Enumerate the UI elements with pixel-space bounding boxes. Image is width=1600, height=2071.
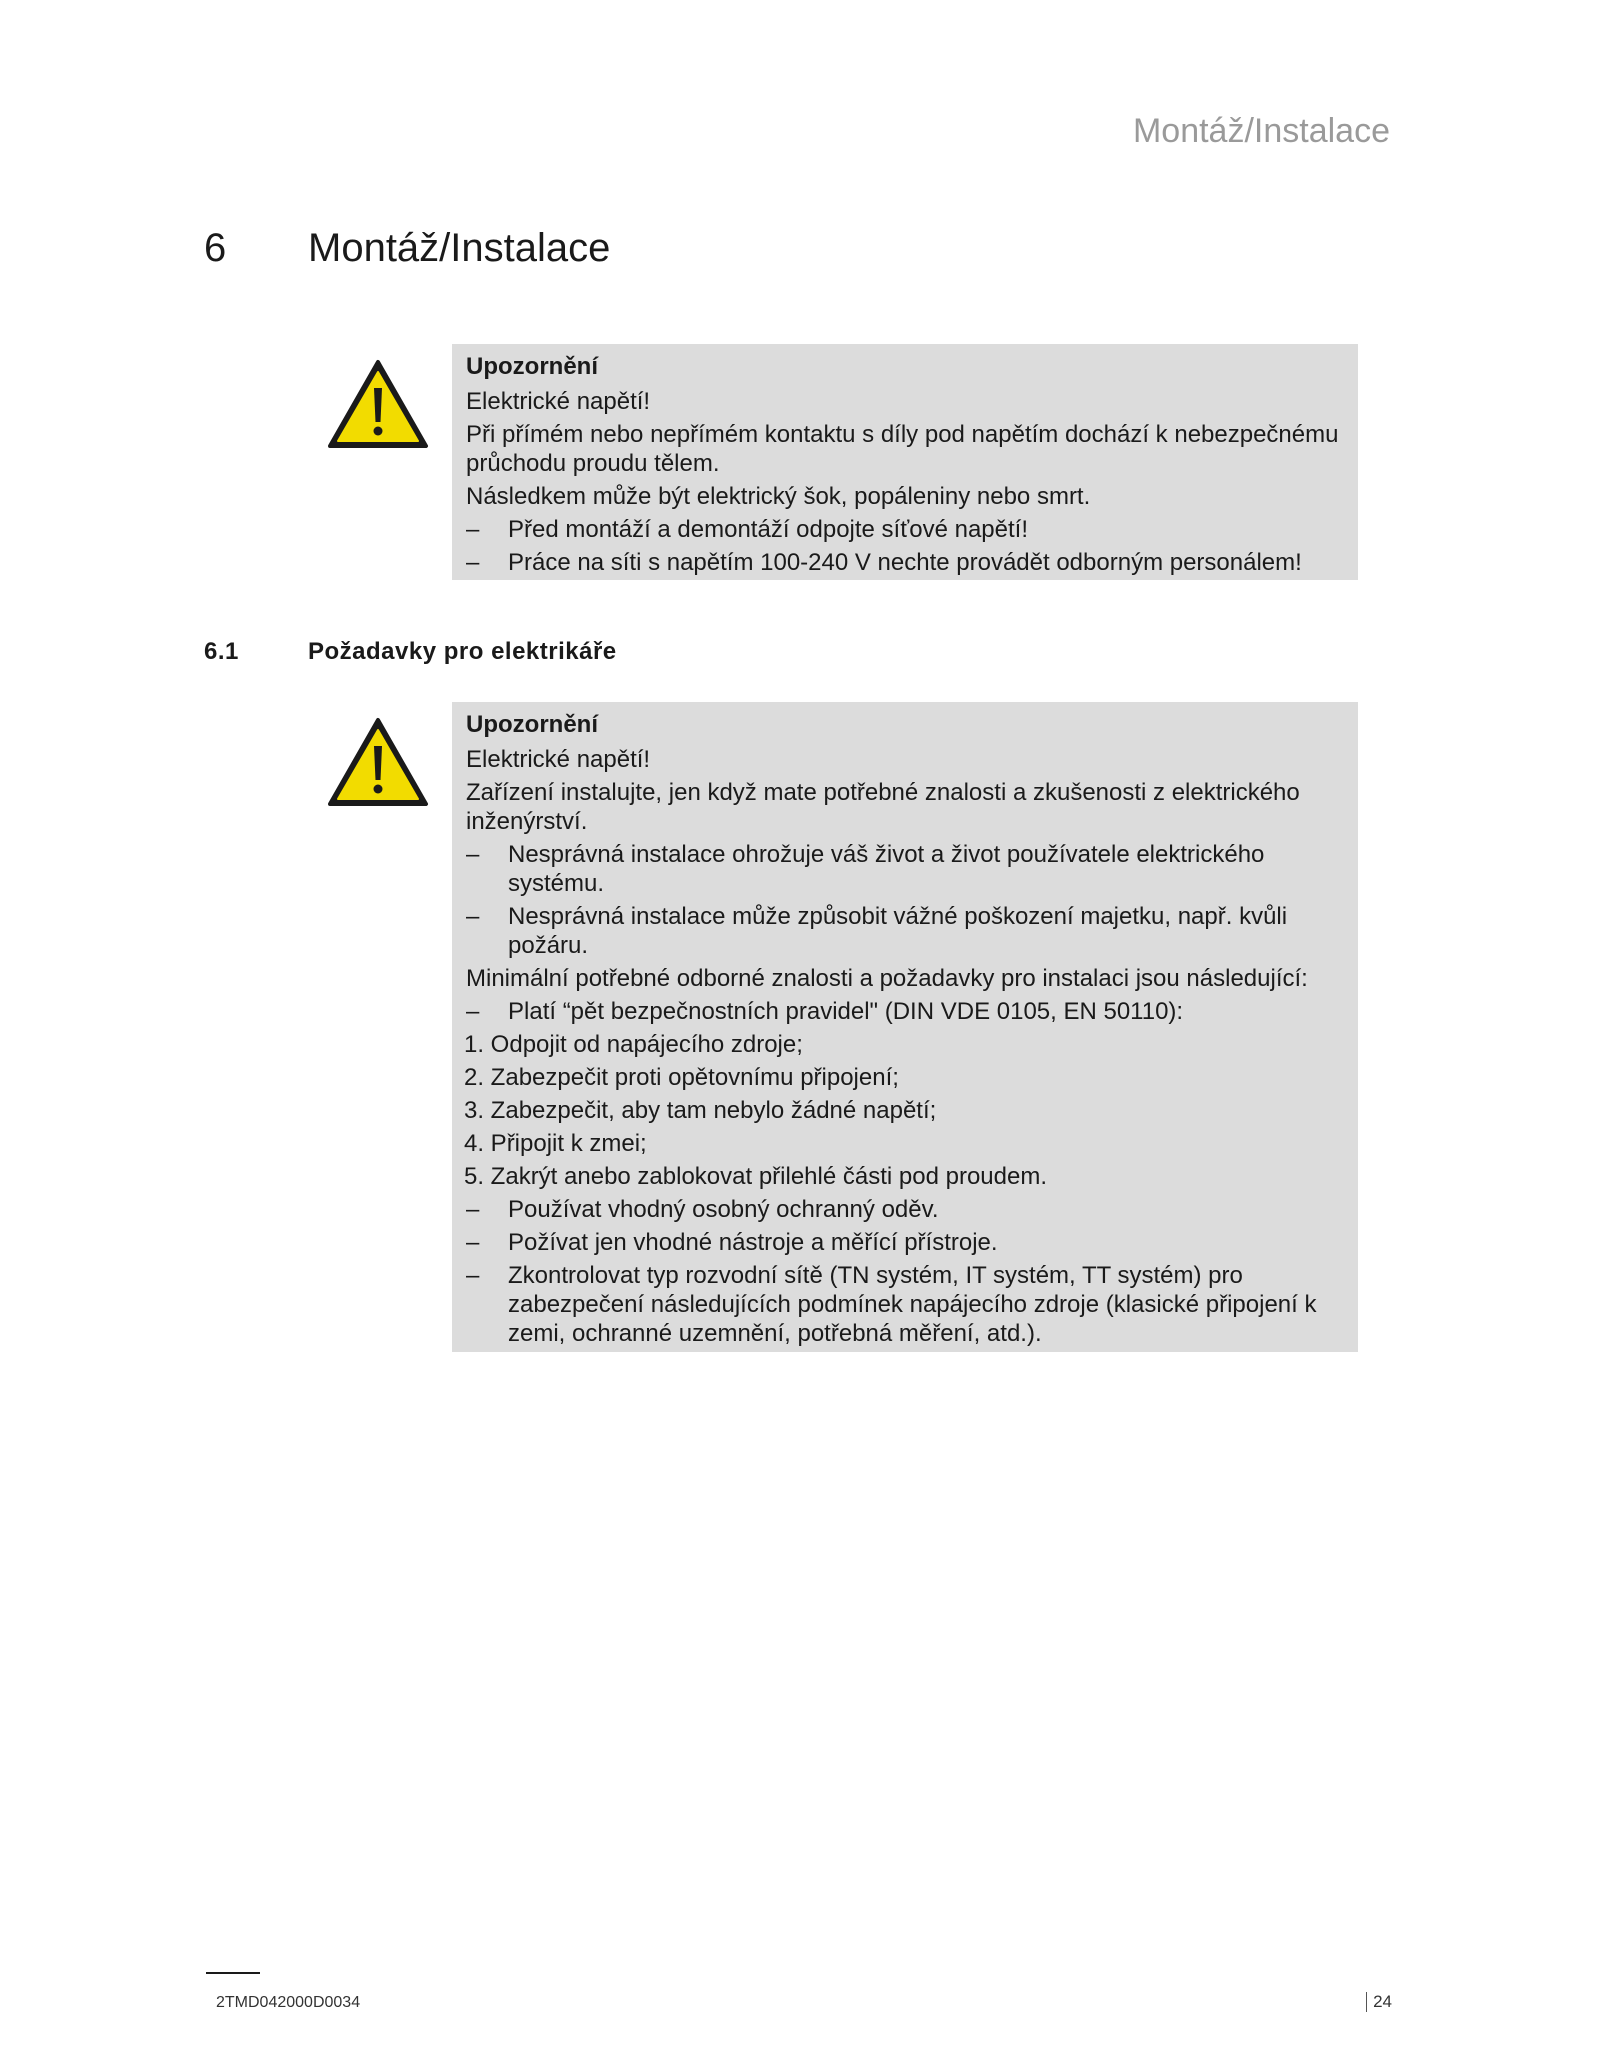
section-title: Požadavky pro elektrikáře [308, 638, 617, 665]
dash-list-item: – Nesprávná instalace ohrožuje váš život a život používatele elektrického systému. [466, 841, 1265, 897]
warning-box-electrician-requirements [452, 702, 1358, 1352]
numbered-list-item: 1. Odpojit od napájecího zdroje; [464, 1031, 803, 1058]
numbered-list-item: 2. Zabezpečit proti opětovnímu připojení; [464, 1064, 899, 1091]
chapter-title: Montáž/Instalace [308, 226, 611, 270]
dash-list-item: – Platí “pět bezpečnostních pravidel" (DIN VDE 0105, EN 50110): [466, 998, 1184, 1025]
numbered-list-item: 3. Zabezpečit, aby tam nebylo žádné napětí; [464, 1097, 937, 1124]
dash-list-item: – Nesprávná instalace může způsobit vážné poškození majetku, např. kvůli požáru. [466, 903, 1288, 959]
warning-box-electric-voltage [452, 344, 1358, 580]
section-number: 6.1 [204, 638, 239, 665]
numbered-list-item: 4. Připojit k zmei; [464, 1130, 647, 1157]
warning-triangle-icon [326, 716, 430, 808]
numbered-list-item: 5. Zakrýt anebo zablokovat přilehlé části pod proudem. [464, 1163, 1047, 1190]
footer-rule [206, 1972, 260, 1974]
warning-line: Při přímém nebo nepřímém kontaktu s díly pod napětím dochází k nebezpečnému průchodu proudu tělem. [466, 421, 1339, 477]
warning-line: Elektrické napětí! [466, 388, 651, 415]
dash-list-item: – Zkontrolovat typ rozvodní sítě (TN systém, IT systém, TT systém) pro zabezpečení následujících podmínek napájecího zdroje (klasické připojení k zemi, ochranné uzemnění, potřebná měření, atd.). [466, 1262, 1317, 1347]
warning-line: Elektrické napětí! [466, 746, 651, 773]
dash-list-item: – Před montáží a demontáží odpojte síťové napětí! [466, 516, 1028, 543]
dash-list-item: – Používat vhodný osobný ochranný oděv. [466, 1196, 939, 1223]
warning-line: Zařízení instalujte, jen když mate potřebné znalosti a zkušenosti z elektrického inženýrství. [466, 779, 1300, 835]
footer-page-number: 24 [1366, 1992, 1392, 2012]
warning-line: Následkem může být elektrický šok, popáleniny nebo smrt. [466, 483, 1091, 510]
dash-list-item: – Požívat jen vhodné nástroje a měřící přístroje. [466, 1229, 998, 1256]
dash-list-item: – Práce na síti s napětím 100-240 V nechte provádět odborným personálem! [466, 549, 1302, 576]
chapter-number: 6 [204, 226, 227, 270]
footer-document-id: 2TMD042000D0034 [216, 1994, 361, 2011]
running-header: Montáž/Instalace [1132, 112, 1390, 150]
warning-title: Upozornění [466, 353, 598, 380]
warning-title: Upozornění [466, 711, 598, 738]
warning-triangle-icon [326, 358, 430, 450]
warning-line: Minimální potřebné odborné znalosti a požadavky pro instalaci jsou následující: [466, 965, 1308, 992]
